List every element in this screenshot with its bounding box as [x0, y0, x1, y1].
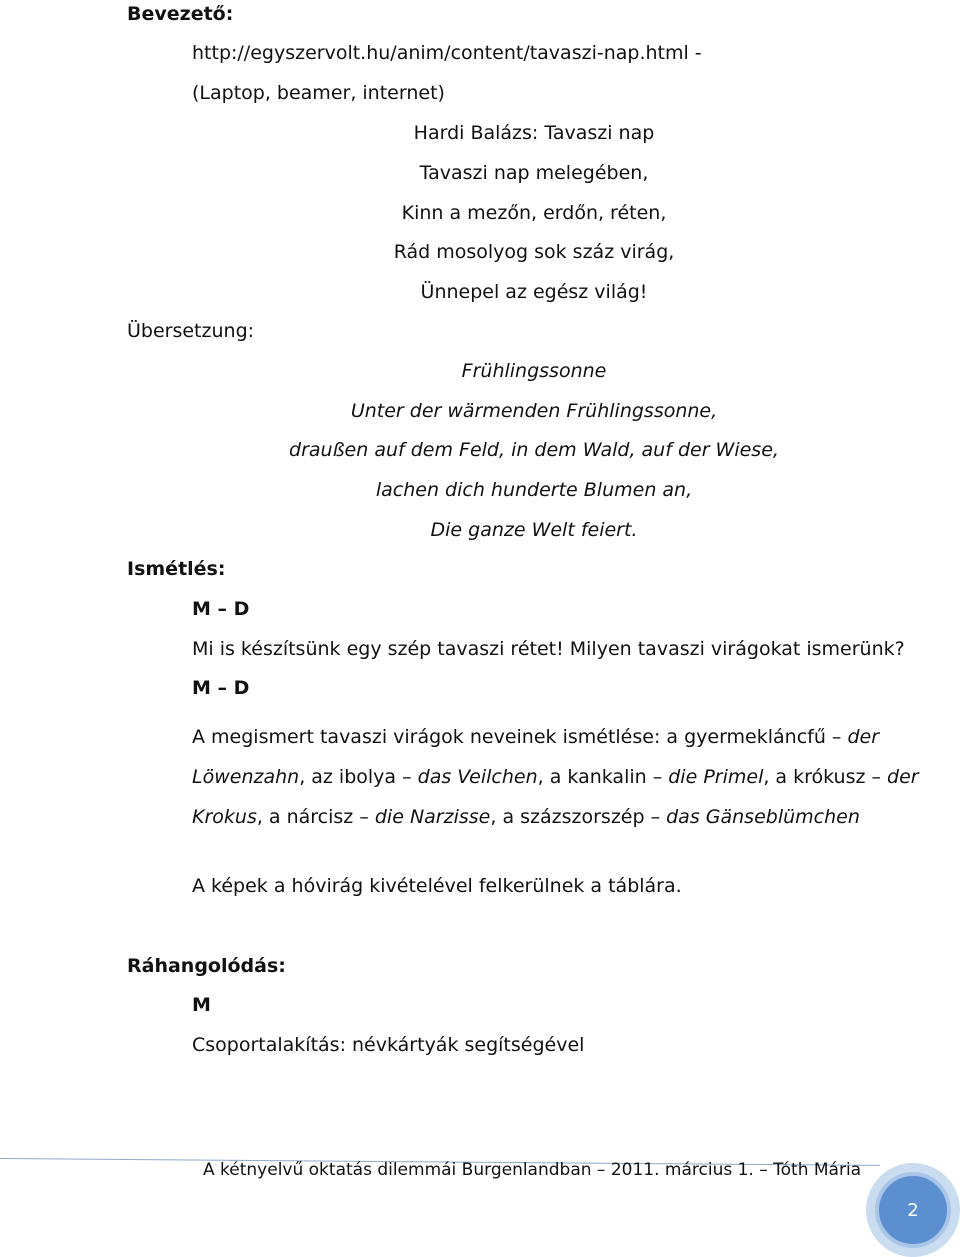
vocab-german: das Gänseblümchen — [666, 806, 860, 828]
warmup-heading: Ráhangolódás: — [127, 955, 286, 977]
vocab-text: , a nárcisz – — [256, 806, 375, 828]
vocab-text: , az ibolya – — [299, 766, 418, 788]
poem-hu-title: Hardi Balázs: Tavaszi nap — [413, 122, 655, 144]
vocab-german: der Löwenzahn — [192, 726, 880, 788]
poem-de-line: draußen auf dem Feld, in dem Wald, auf der Wiese, — [289, 439, 779, 461]
vocab-text: , a százszorszép – — [490, 806, 667, 828]
poem-de-title: Frühlingssonne — [461, 360, 607, 382]
footer-text: A kétnyelvű oktatás dilemmái Burgenlandban – 2011. március 1. – Tóth Mária — [203, 1160, 862, 1180]
poem-hu-line: Rád mosolyog sok száz virág, — [393, 241, 675, 263]
repeat-heading: Ismétlés: — [127, 558, 226, 580]
resource-url[interactable]: http://egyszervolt.hu/anim/content/tavaszi-nap.html - — [192, 42, 702, 64]
vocab-text: , a krókusz – — [763, 766, 888, 788]
vocab-german: die Primel — [668, 766, 764, 788]
poem-hu-line: Tavaszi nap melegében, — [419, 162, 649, 184]
vocab-german: das Veilchen — [417, 766, 538, 788]
translation-heading: Übersetzung: — [127, 320, 255, 342]
poem-hu-line: Kinn a mezőn, erdőn, réten, — [401, 202, 667, 224]
md-label: M – D — [192, 677, 250, 699]
poem-de-line: Die ganze Welt feiert. — [430, 519, 638, 541]
vocab-text: , a kankalin – — [537, 766, 669, 788]
vocab-text: A megismert tavaszi virágok neveinek ismétlése: a gyermekláncfű – — [192, 726, 848, 748]
m-label: M — [192, 994, 211, 1016]
vocabulary-paragraph — [192, 717, 927, 837]
poem-de-line: Unter der wärmenden Frühlingssonne, — [350, 400, 718, 422]
vocab-german: die Narzisse — [374, 806, 491, 828]
intro-heading: Bevezető: — [127, 3, 234, 25]
page-number: 2 — [875, 1172, 951, 1248]
grouping-text: Csoportalakítás: névkártyák segítségével — [192, 1034, 585, 1056]
md-label: M – D — [192, 598, 250, 620]
equipment-note: (Laptop, beamer, internet) — [192, 82, 445, 104]
poem-de-line: lachen dich hunderte Blumen an, — [375, 479, 693, 501]
vocab-german: der Krokus — [192, 766, 919, 828]
page-number-badge — [866, 1163, 960, 1257]
poem-hu-line: Ünnepel az egész világ! — [420, 281, 648, 303]
board-note: A képek a hóvirág kivételével felkerülnek a táblára. — [192, 875, 682, 897]
question-text: Mi is készítsünk egy szép tavaszi rétet! Milyen tavaszi virágokat ismerünk? — [192, 638, 905, 660]
